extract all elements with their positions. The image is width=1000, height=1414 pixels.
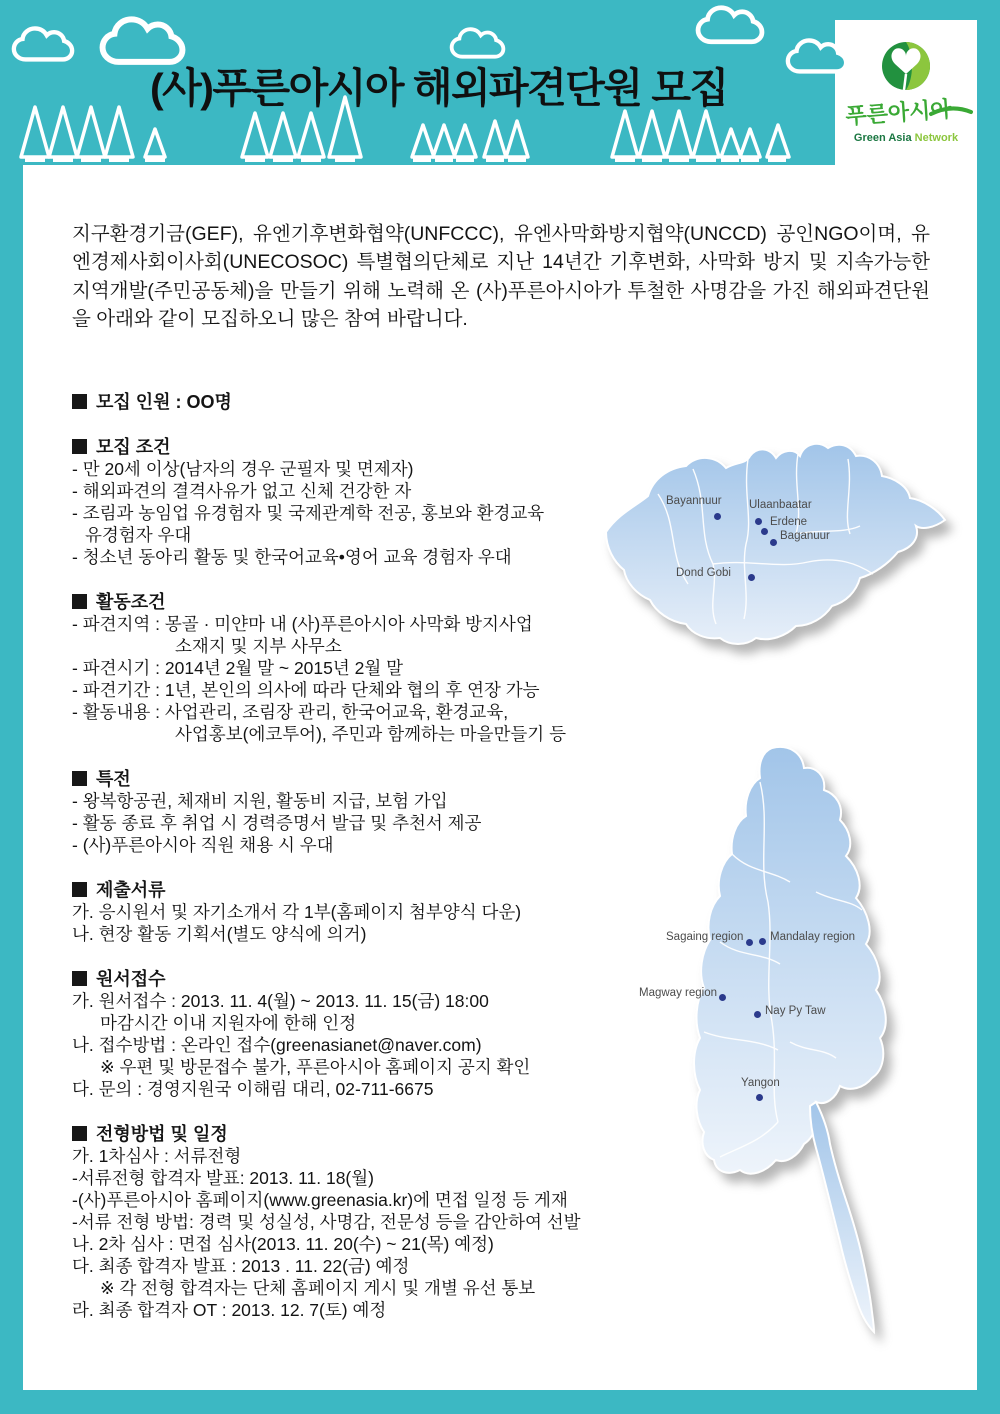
city-dot [746,939,753,946]
section-heading: 모집 조건 [72,436,712,458]
section-line: 라. 최종 합격자 OT : 2013. 12. 7(토) 예정 [72,1300,387,1320]
frame-bottom [0,1390,1000,1414]
city-dot [755,518,762,525]
myanmar-tail-shape [810,1102,874,1332]
square-bullet-icon [72,971,87,986]
section-line: ※ 각 전형 합격자는 단체 홈페이지 게시 및 개별 유선 통보 [100,1278,536,1298]
section-selection-schedule [72,1123,712,1321]
section-line: - 조림과 농임업 유경험자 및 국제관계학 전공, 홍보와 환경교육 [72,503,545,523]
city-label: Magway region [639,987,717,999]
section-line: 가. 원서접수 : 2013. 11. 4(월) ~ 2013. 11. 15(금) 18:00 [72,991,489,1011]
city-dot [754,1011,761,1018]
city-dot [770,539,777,546]
section-heading: 활동조건 [72,591,712,613]
section-line: 마감시간 이내 지원자에 한해 인정 [100,1013,357,1033]
square-bullet-icon [72,882,87,897]
section-line: -(사)푸른아시아 홈페이지(www.greenasia.kr)에 면접 일정 등 게재 [72,1190,568,1210]
frame-right [977,0,1000,1414]
section-line: - 활동내용 : 사업관리, 조림장 관리, 한국어교육, 환경교육, [72,702,509,722]
city-label: Baganuur [780,530,830,542]
section-recruit-count [72,391,712,413]
section-heading: 전형방법 및 일정 [72,1123,712,1145]
section-line: 소재지 및 지부 사무소 [175,636,342,656]
section-line: -서류 전형 방법: 경력 및 성실성, 사명감, 전문성 등을 감안하여 선발 [72,1212,581,1232]
city-label: Mandalay region [770,931,856,943]
logo-korean-text: 푸른아시아 [844,96,953,129]
section-heading: 제출서류 [72,879,712,901]
section-line: -서류전형 합격자 발표: 2013. 11. 18(월) [72,1168,374,1188]
city-dot [759,938,766,945]
section-line: - 왕복항공권, 체재비 지원, 활동비 지급, 보험 가입 [72,791,448,811]
section-line: - 파견시기 : 2014년 2월 말 ~ 2015년 2월 말 [72,658,404,678]
logo-english-text: Green Asia Network [853,132,959,144]
section-heading: 원서접수 [72,968,712,990]
city-label: Yangon [741,1077,780,1089]
section-line: 유경험자 우대 [85,525,192,545]
section-line: 나. 2차 심사 : 면접 심사(2013. 11. 20(수) ~ 21(목) 예정) [72,1234,494,1254]
section-line: - (사)푸른아시아 직원 채용 시 우대 [72,835,334,855]
section-line: 다. 최종 합격자 발표 : 2013 . 11. 22(금) 예정 [72,1256,410,1276]
city-label: Ulaanbaatar [749,499,812,511]
section-line: - 파견지역 : 몽골 · 미얀마 내 (사)푸른아시아 사막화 방지사업 [72,614,533,634]
section-line: 다. 문의 : 경영지원국 이해림 대리, 02-711-6675 [72,1079,434,1099]
city-label: Dond Gobi [676,567,731,579]
page-title: (사)푸른아시아 해외파견단원 모집 [150,65,728,111]
square-bullet-icon [72,439,87,454]
city-dot [719,994,726,1001]
section-line: - 파견기간 : 1년, 본인의 의사에 따라 단체와 협의 후 연장 가능 [72,680,540,700]
square-bullet-icon [72,771,87,786]
city-label: Erdene [770,516,808,528]
tree-baseline [25,158,786,162]
section-heading: 모집 인원 : OO명 [72,391,712,413]
city-dot [761,528,768,535]
city-dot [748,574,755,581]
city-dot [756,1094,763,1101]
square-bullet-icon [72,394,87,409]
section-benefits [72,768,712,856]
city-dot [714,513,721,520]
section-line: 나. 현장 활동 기획서(별도 양식에 의거) [72,924,367,944]
section-line: - 만 20세 이상(남자의 경우 군필자 및 면제자) [72,459,414,479]
section-line: 가. 응시원서 및 자기소개서 각 1부(홈페이지 첨부양식 다운) [72,902,522,922]
frame-left [0,165,23,1390]
city-label: Bayannuur [666,495,722,507]
section-application [72,968,712,1100]
square-bullet-icon [72,594,87,609]
city-label: Nay Py Taw [765,1005,826,1017]
section-line: - 활동 종료 후 취업 시 경력증명서 발급 및 추천서 제공 [72,813,482,833]
section-line: - 해외파견의 결격사유가 없고 신체 건강한 자 [72,481,412,501]
section-line: 나. 접수방법 : 온라인 접수(greenasianet@naver.com) [72,1035,482,1055]
intro-paragraph: 지구환경기금(GEF), 유엔기후변화협약(UNFCCC), 유엔사막화방지협약(UNCCD) 공인NGO이며, 유엔경제사회이사회(UNECOSOC) 특별협의단체로 지난 14년간 기후변화, 사막화 방지 및 지속가능한 지역개발(주민공동체)을 만들기 위해 노력해 온 (사)푸른아시아가 투철한 사명감을 가진 해외파견단원을 아래와 같이 모집하오니 많은 참여 바랍니다. [72,222,930,330]
section-heading: 특전 [72,768,712,790]
city-label: Sagaing region [666,931,744,943]
section-documents [72,879,712,945]
sections-column [72,391,712,1321]
section-line: ※ 우편 및 방문접수 불가, 푸른아시아 홈페이지 공지 확인 [100,1057,531,1077]
square-bullet-icon [72,1126,87,1141]
section-line: 가. 1차심사 : 서류전형 [72,1146,242,1166]
section-line: 사업홍보(에코투어), 주민과 함께하는 마을만들기 등 [175,724,566,744]
section-requirements [72,436,712,568]
section-activity-conditions [72,591,712,745]
section-line: - 청소년 동아리 활동 및 한국어교육•영어 교육 경험자 우대 [72,547,512,567]
myanmar-map-shape [694,747,886,1174]
